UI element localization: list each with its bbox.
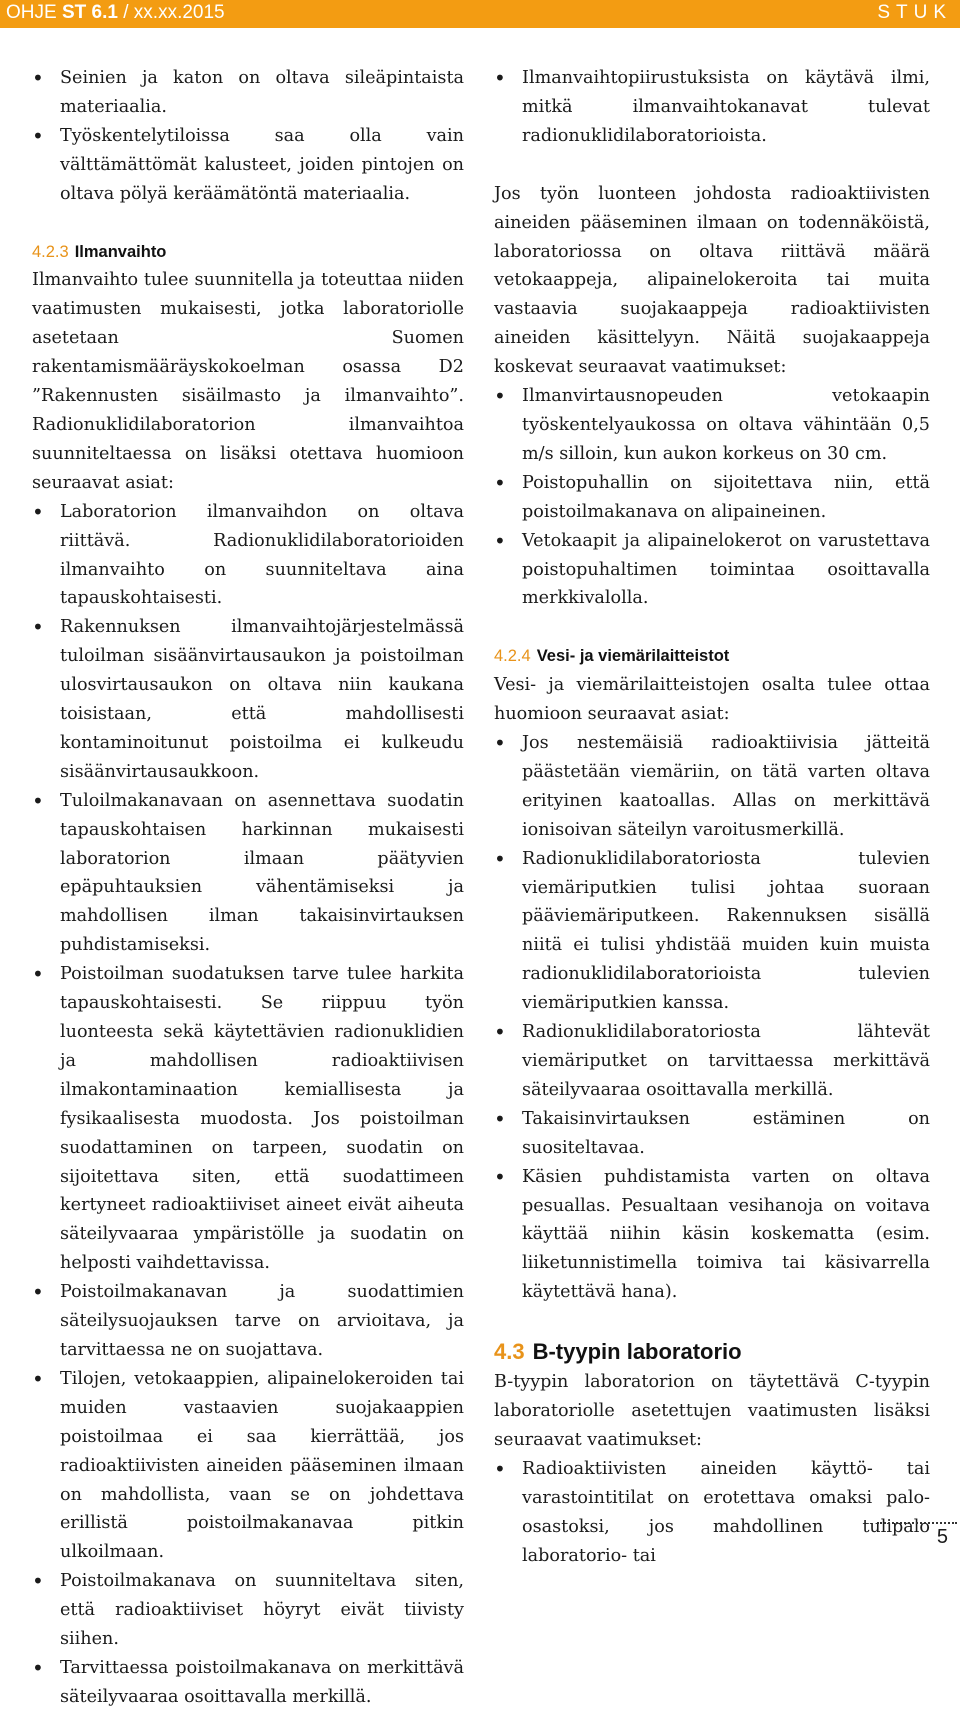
left-column: [32, 64, 464, 1712]
paragraph: Ilmanvaihto tulee suunnitella ja toteuttaa niiden vaatimusten mukaisesti, jotka laboratoriolle asetetaan Suomen rakentamismääräyskokoelman osassa D2 ”Rakennusten sisäilmasto ja ilmanvaihto”. Radionuklidilaboratorion ilmanvaihtoa suunniteltaessa on lisäksi otettava huomioon seuraavat asiat:: [32, 270, 464, 493]
section-number: 4.2.4: [494, 647, 531, 666]
list-item: • Tarvittaessa poistoilmakanava on merkittävä säteilyvaaraa osoittavalla merkillä.: [60, 1654, 464, 1712]
list-item: • Poistopuhallin on sijoitettava niin, että poistoilmakanava on alipaineinen.: [522, 469, 930, 527]
section-title: Vesi- ja viemärilaitteistot: [536, 647, 730, 666]
paragraph: Vesi- ja viemärilaitteistojen osalta tulee ottaa huomioon seuraavat asiat:: [494, 675, 930, 725]
header-bar: [0, 0, 960, 28]
list-item: • Tilojen, vetokaappien, alipainelokeroiden tai muiden vastaavien suojakaappien poistoilmaa ei saa kierrättää, jos radioaktiivisten aineiden pääseminen ilmaan on mahdollista, vaan se on johdettava erillistä poistoilmakanavaa pitkin ulkoilmaan.: [60, 1365, 464, 1567]
list-item: • Jos nestemäisiä radioaktiivisia jätteitä päästetään viemäriin, on tätä varten oltava erityinen kaatoallas. Allas on merkittävä ionisoivan säteilyn varoitusmerkillä.: [522, 729, 930, 845]
section-title: Ilmanvaihto: [74, 242, 167, 261]
list-item: • Radioaktiivisten aineiden käyttö- tai varastointitilat on erotettava omaksi palo-osastoksi, jos mahdollinen tulipalo laboratorio- tai: [522, 1455, 930, 1571]
org-name: STUK: [877, 2, 952, 23]
section-heading-ventilation: [32, 238, 464, 267]
list-item: • Radionuklidilaboratoriosta lähtevät viemäriputket on tarvittaessa merkittävä säteilyvaaraa osoittavalla merkillä.: [522, 1018, 930, 1105]
list-item: • Radionuklidilaboratoriosta tulevien viemäriputkien tulisi johtaa suoraan pääviemäriputkeen. Rakennuksen sisällä niitä ei tulisi yhdistää muiden kuin muista radionuklidilaboratorioista tulevien viemäriputkien kanssa.: [522, 845, 930, 1018]
doc-date: / xx.xx.2015: [117, 2, 225, 23]
list-item: • Tuloilmakanavaan on asennettava suodatin tapauskohtaisen harkinnan mukaisesti laboratorion ilmaan päätyvien epäpuhtauksien vähentämiseksi ja mahdollisen ilman takaisinvirtauksen puhdistamiseksi.: [60, 787, 464, 960]
list-item: • Työskentelytiloissa saa olla vain välttämättömät kalusteet, joiden pintojen on oltava pölyä keräämätöntä materiaalia.: [60, 122, 464, 209]
list-item: • Laboratorion ilmanvaihdon on oltava riittävä. Radionuklidilaboratorioiden ilmanvaihto on suunniteltava aina tapauskohtaisesti.: [60, 498, 464, 614]
right-column: [494, 64, 930, 1571]
list-item: • Ilmanvaihtopiirustuksista on käytävä ilmi, mitkä ilmanvaihtokanavat tulevat radionuklidilaboratorioista.: [522, 64, 930, 151]
list-item: • Käsien puhdistamista varten on oltava pesuallas. Pesualtaan vesihanoja on voitava käyttää niihin käsin koskematta (esim. liiketunnistimella toimiva tai käsivarrella käytettävä hana).: [522, 1163, 930, 1308]
doc-identifier: [6, 2, 225, 24]
list-item: • Takaisinvirtauksen estäminen on suositeltavaa.: [522, 1105, 930, 1163]
bullet-list-ventilation: [32, 498, 464, 1712]
doc-prefix: OHJE: [6, 2, 57, 23]
list-item: • Poistoilmakanava on suunniteltava siten, että radioaktiiviset höyryt eivät tiivisty siihen.: [60, 1567, 464, 1654]
paragraph: Jos työn luonteen johdosta radioaktiivisten aineiden pääseminen ilmaan on todennäköistä, laboratoriossa on oltava riittävä määrä vetokaappeja, alipainelokeroita tai muita vastaavia suojakaappeja radioaktiivisten aineiden käsittelyyn. Näitä suojakaappeja koskevat seuraavat vaatimukset:: [494, 183, 930, 378]
section-heading-b-lab: [494, 1336, 930, 1368]
section-number: 4.3: [494, 1339, 525, 1365]
list-item: • Ilmanvirtausnopeuden vetokaapin työskentelyaukossa on oltava vähintään 0,5 m/s silloin, kun aukon korkeus on 30 cm.: [522, 382, 930, 469]
section-title: B-tyypin laboratorio: [532, 1339, 742, 1365]
list-item: • Poistoilman suodatuksen tarve tulee harkita tapauskohtaisesti. Se riippuu työn luonteesta sekä käytettävien radionuklidien ja mahdollisen radioaktiivisen ilmakontaminaation kemiallisesta ja fysikaalisesta muodosta. Jos poistoilman suodattaminen on tarpeen, suodatin on sijoitettava siten, että suodattimeen kertyneet radioaktiiviset aineet eivät aiheuta säteilyvaaraa ympäristölle ja suodatin on helposti vaihdettavissa.: [60, 960, 464, 1278]
list-item: • Rakennuksen ilmanvaihtojärjestelmässä tuloilman sisäänvirtausaukon ja poistoilman ulosvirtausaukon on oltava niin kaukana toisistaan, että mahdollisesti kontaminoitunut poistoilma ei kulkeudu sisäänvirtausaukkoon.: [60, 613, 464, 786]
bullet-list-water: [494, 729, 930, 1307]
list-item: • Seinien ja katon on oltava sileäpintaista materiaalia.: [60, 64, 464, 122]
doc-code: ST 6.1: [61, 2, 118, 23]
page-number: 5: [936, 1526, 948, 1548]
list-item: • Poistoilmakanavan ja suodattimien säteilysuojauksen tarve on arvioitava, ja tarvittaessa ne on suojattava.: [60, 1278, 464, 1365]
paragraph: B-tyypin laboratorion on täytettävä C-tyypin laboratoriolle asetettujen vaatimusten lisäksi seuraavat vaatimukset:: [494, 1372, 930, 1450]
section-heading-water: [494, 642, 930, 671]
section-number: 4.2.3: [32, 242, 69, 261]
list-item: • Vetokaapit ja alipainelokerot on varustettava poistopuhaltimen toimintaa osoittavalla merkkivalolla.: [522, 527, 930, 614]
bullet-list-b-lab: [494, 1455, 930, 1571]
bullet-list-fume-hoods: [494, 382, 930, 613]
bullet-list-top-right: [494, 64, 930, 151]
bullet-list-top: [32, 64, 464, 209]
